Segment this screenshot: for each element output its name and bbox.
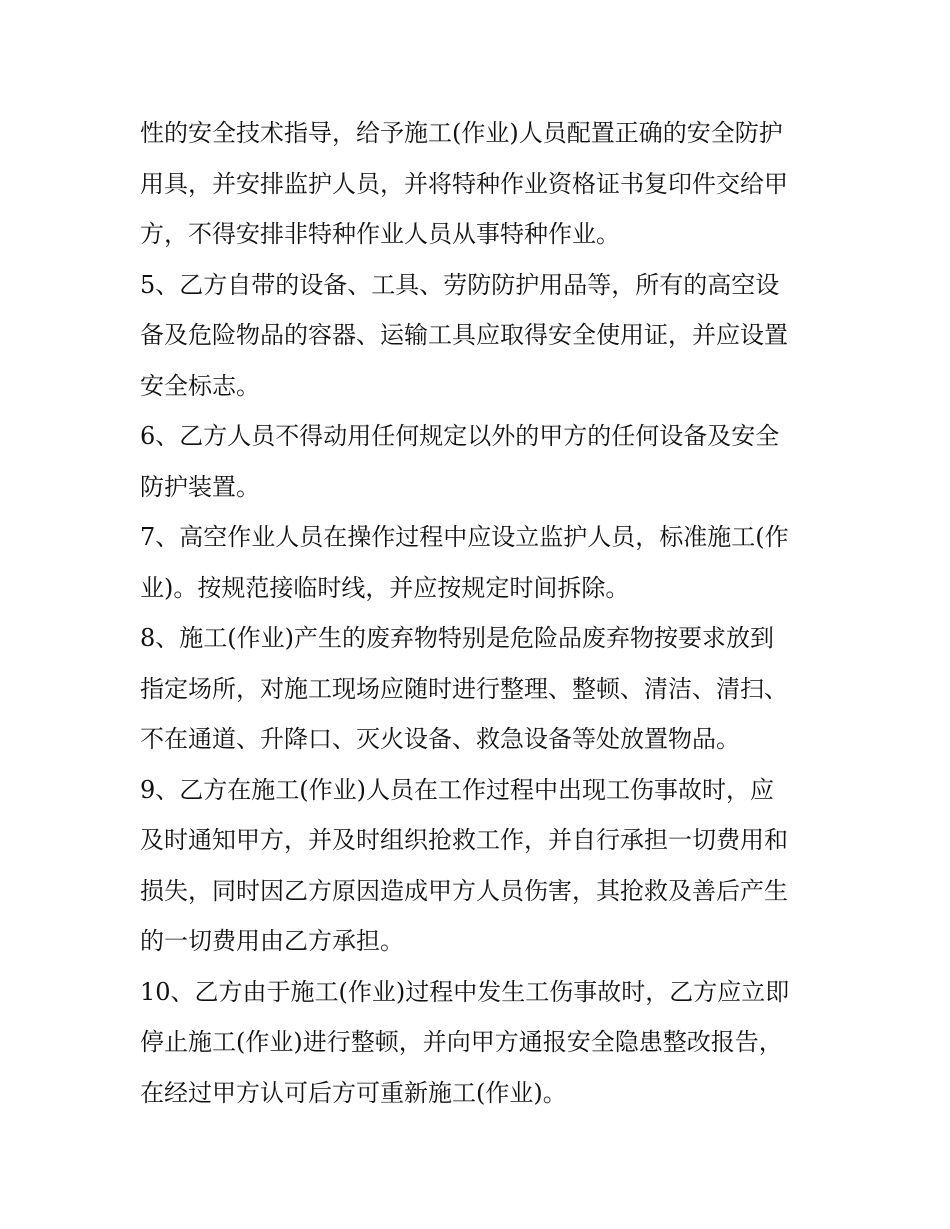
text-line-10: 业)。按规范接临时线，并应按规定时间拆除。 [140, 573, 630, 602]
text-line-18: 10、乙方由于施工(作业)过程中发生工伤事故时，乙方应立即 [140, 977, 790, 1006]
text-line-16: 损失，同时因乙方原因造成甲方人员伤害，其抢救及善后产生 [140, 876, 788, 905]
text-line-17: 的一切费用由乙方承担。 [140, 927, 404, 955]
text-line-3: 方，不得安排非特种作业人员从事特种作业。 [140, 220, 620, 248]
text-line-9: 7、高空作业人员在操作过程中应设立监护人员，标准施工(作 [140, 523, 789, 551]
text-line-13: 不在通道、升降口、灭火设备、救急设备等处放置物品。 [140, 725, 740, 753]
text-line-1: 性的安全技术指导，给予施工(作业)人员配置正确的安全防护 [140, 119, 783, 147]
text-line-2: 用具，并安排监护人员，并将特种作业资格证书复印件交给甲 [140, 169, 788, 198]
text-line-8: 防护装置。 [140, 472, 260, 501]
text-line-5: 备及危险物品的容器、运输工具应取得安全使用证，并应设置 [140, 321, 788, 349]
text-line-15: 及时通知甲方，并及时组织抢救工作，并自行承担一切费用和 [140, 826, 788, 854]
text-line-20: 在经过甲方认可后方可重新施工(作业)。 [140, 1078, 567, 1107]
text-line-19: 停止施工(作业)进行整顿，并向甲方通报安全隐患整改报告， [140, 1028, 783, 1056]
text-line-4: 5、乙方自带的设备、工具、劳防防护用品等，所有的高空设 [140, 270, 780, 299]
text-line-12: 指定场所，对施工现场应随时进行整理、整顿、清洁、清扫、 [140, 674, 788, 703]
text-line-11: 8、施工(作业)产生的废弃物特别是危险品废弃物按要求放到 [140, 624, 774, 652]
text-line-6: 安全标志。 [140, 371, 260, 400]
text-line-14: 9、乙方在施工(作业)人员在工作过程中出现工伤事故时，应 [140, 775, 774, 804]
text-line-7: 6、乙方人员不得动用任何规定以外的甲方的任何设备及安全 [140, 422, 780, 450]
document-body [140, 108, 812, 1118]
